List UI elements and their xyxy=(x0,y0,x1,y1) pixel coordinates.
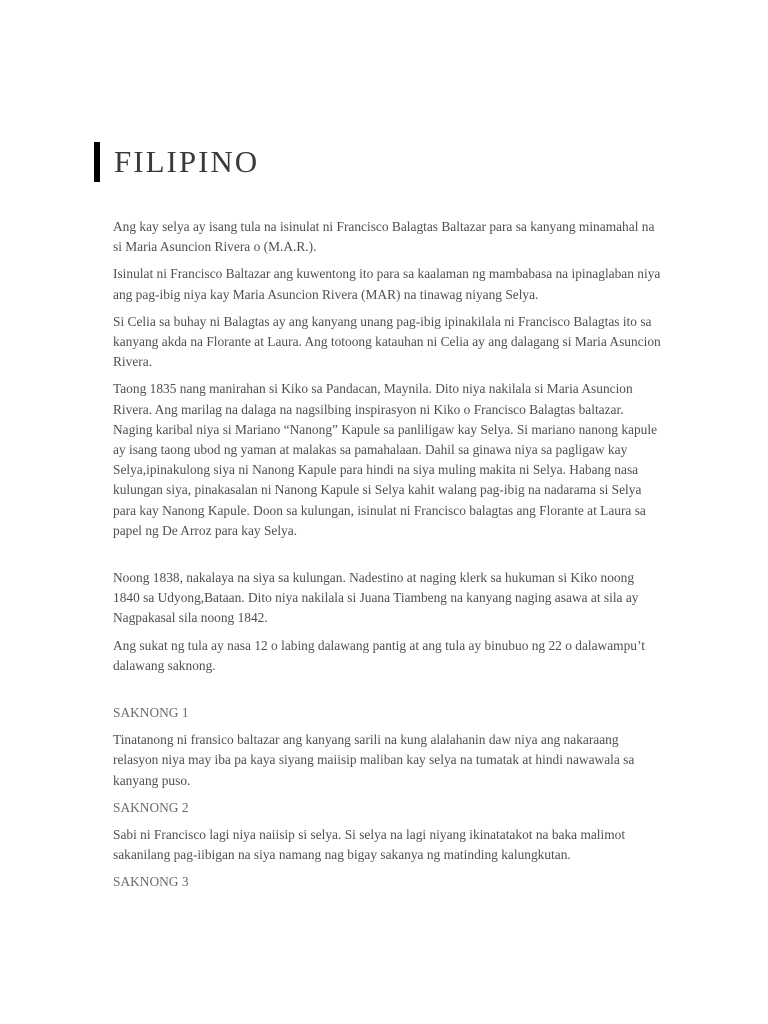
paragraph-celia: Si Celia sa buhay ni Balagtas ay ang kanyang unang pag-ibig ipinakilala ni Francisco Balagtas ito sa kanyang akda na Florante at Laura. Ang totoong katauhan ni Celia ay ang dalagang si Maria Asuncion Rivera. xyxy=(113,313,661,370)
paragraph-purpose: Isinulat ni Francisco Baltazar ang kuwentong ito para sa kaalaman ng mambabasa na ipinaglaban niya ang pag-ibig niya kay Maria Asuncion Rivera (MAR) na tinawag niyang Selya. xyxy=(113,266,661,302)
paragraph-1835: Taong 1835 nang manirahan si Kiko sa Pandacan, Maynila. Dito niya nakilala si Maria Asuncion Rivera. Ang marilag na dalaga na nagsilbing inspirasyon ni Kiko o Francisco Balagtas baltazar. Naging karibal niya si Mariano “Nanong” Kapule sa panliligaw kay Selya. Si mariano nanong kapule ay isang taong ubod ng yaman at malakas sa pamahalaan. Dahil sa ginawa niya sa pagligaw kay Selya,ipinakulong siya ni Nanong Kapule para hindi na siya muling makita ni Selya. Habang nasa kulungan siya, pinakasalan ni Nanong Kapule si Selya kahit walang pag-ibig na nadarama si Selya para kay Nanong Kapule. Doon sa kulungan, isinulat ni Francisco balagtas ang Florante at Laura sa papel ng De Arroz para kay Selya. xyxy=(113,381,658,538)
saknong-1-heading: SAKNONG 1 xyxy=(113,705,189,721)
paragraph-1838: Noong 1838, nakalaya na siya sa kulungan. Nadestino at naging klerk sa hukuman si Kiko noong 1840 sa Udyong,Bataan. Dito niya nakilala si Juana Tiambeng na kanyang naging asawa at sila ay Nagpakasal sila noong 1842. xyxy=(113,570,639,626)
paragraph-intro: Ang kay selya ay isang tula na isinulat ni Francisco Balagtas Baltazar para sa kanyang minamahal na si Maria Asuncion Rivera o (M.A.R.). xyxy=(113,219,655,255)
saknong-1-text: Tinatanong ni fransico baltazar ang kanyang sarili na kung alalahanin daw niya ang nakaraang relasyon niya may iba pa kaya siyang maiisip maliban kay selya na tumatak at hindi nawawala sa kanyang puso. xyxy=(113,732,635,788)
saknong-2-text: Sabi ni Francisco lagi niya naiisip si selya. Si selya na lagi niyang ikinatatakot na baka malimot sakanilang pag-iibigan na siya namang nag bigay sakanya ng matinding kalungkutan. xyxy=(113,827,626,863)
document-body xyxy=(113,217,661,900)
page-title: FILIPINO xyxy=(114,144,260,179)
saknong-3-heading: SAKNONG 3 xyxy=(113,874,189,890)
title-block xyxy=(94,142,259,182)
saknong-2-heading: SAKNONG 2 xyxy=(113,799,189,815)
title-accent-bar xyxy=(94,142,100,182)
paragraph-sukat: Ang sukat ng tula ay nasa 12 o labing dalawang pantig at ang tula ay binubuo ng 22 o dalawampu’t dalawang saknong. xyxy=(113,637,645,673)
